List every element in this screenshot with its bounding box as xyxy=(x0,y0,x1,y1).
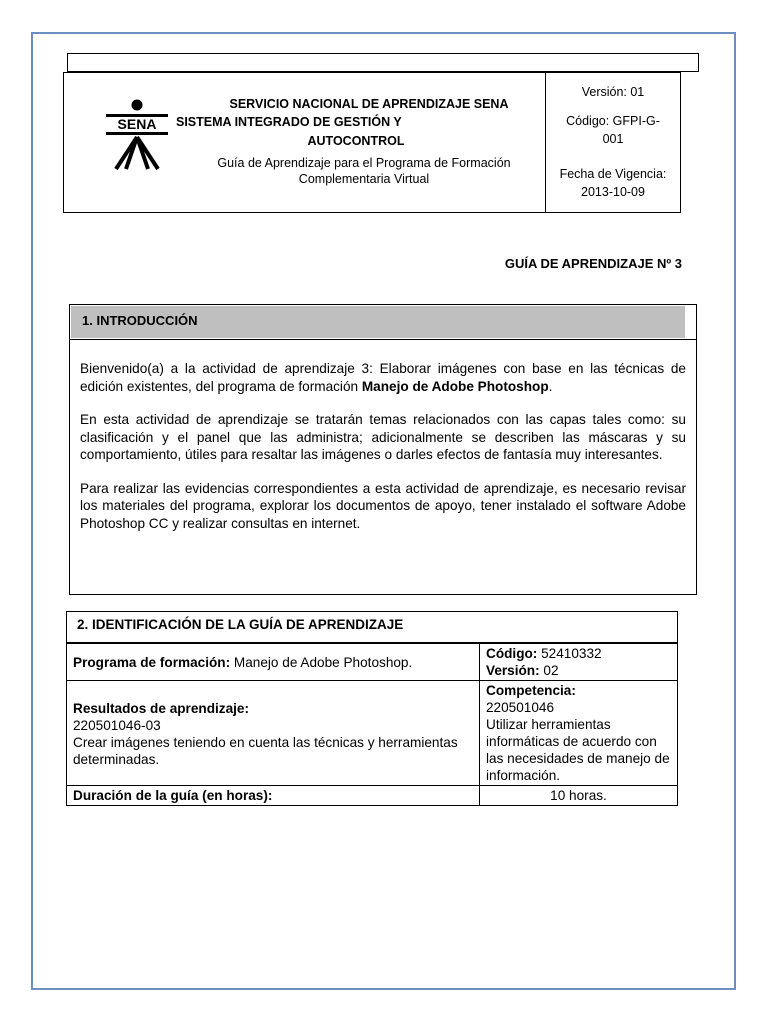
results-code: 220501046-03 xyxy=(73,718,161,733)
program-cell xyxy=(67,644,480,681)
doc-code xyxy=(546,112,680,148)
org-name: SERVICIO NACIONAL DE APRENDIZAJE SENA xyxy=(229,97,509,111)
intro-p1-text: Bienvenido(a) a la actividad de aprendizaje 3: Elaborar imágenes con base en las técnicas de edición existentes, del programa de formación xyxy=(80,361,686,394)
table-row xyxy=(67,786,678,806)
identification-table xyxy=(66,643,678,806)
doc-code-line2: 001 xyxy=(602,132,624,146)
doc-date-line1: Fecha de Vigencia: xyxy=(559,167,667,181)
sena-logo xyxy=(102,95,172,175)
competence-label: Competencia: xyxy=(486,683,576,698)
doc-date-line2: 2013-10-09 xyxy=(581,185,645,199)
results-text: Crear imágenes teniendo en cuenta las técnicas y herramientas determinadas. xyxy=(73,735,458,767)
intro-paragraph-3: Para realizar las evidencias correspondientes a esta actividad de aprendizaje, es necesario revisar los materiales del programa, explorar los documentos de apoyo, tener instalado el software Adobe Photoshop CC y realizar consultas en internet. xyxy=(80,480,686,531)
table-row xyxy=(67,644,678,681)
intro-heading: 1. INTRODUCCIÓN xyxy=(82,313,198,328)
results-label: Resultados de aprendizaje: xyxy=(73,701,250,716)
version-value: 02 xyxy=(539,663,559,678)
code-label: Código: xyxy=(486,646,538,661)
code-line xyxy=(486,645,671,662)
intro-heading-box xyxy=(69,304,697,340)
version-label: Versión: xyxy=(486,663,540,678)
duration-label: Duración de la guía (en horas): xyxy=(67,786,480,806)
doc-date xyxy=(546,165,680,201)
results-cell xyxy=(67,681,480,786)
intro-paragraph-2: En esta actividad de aprendizaje se tratarán temas relacionados con las capas tales como: su clasificación y el panel que las administra; adicionalmente se describen las máscaras y su comportamiento, útiles para resaltar las imágenes o darles efectos de fantasía muy interesantes. xyxy=(80,412,686,462)
intro-body xyxy=(69,339,697,595)
duration-value: 10 horas. xyxy=(480,786,678,806)
identification-heading-box xyxy=(66,611,678,643)
guide-title: GUÍA DE APRENDIZAJE Nº 3 xyxy=(504,256,682,271)
code-version-cell xyxy=(480,644,678,681)
intro-p1-end: . xyxy=(548,378,553,394)
header-subtitle-line2: Complementaria Virtual xyxy=(298,172,430,186)
org-system: SISTEMA INTEGRADO DE GESTIÓN Y xyxy=(176,115,402,129)
intro-paragraph-1 xyxy=(80,360,686,395)
code-value: 52410332 xyxy=(537,646,602,661)
doc-version: Versión: 01 xyxy=(581,85,645,99)
header-subtitle-line1: Guía de Aprendizaje para el Programa de Formación xyxy=(217,156,511,170)
doc-code-line1: Código: GFPI-G- xyxy=(566,114,660,128)
competence-text: Utilizar herramientas informáticas de acuerdo con las necesidades de manejo de información. xyxy=(486,717,670,783)
header-top-strip xyxy=(67,53,699,72)
program-label: Programa de formación: xyxy=(73,654,231,670)
logo-text: SENA xyxy=(117,116,157,132)
document-header xyxy=(63,72,681,213)
table-row xyxy=(67,681,678,786)
competence-code: 220501046 xyxy=(486,700,555,715)
program-value: Manejo de Adobe Photoshop. xyxy=(230,654,413,670)
competence-cell xyxy=(480,681,678,786)
identification-heading: 2. IDENTIFICACIÓN DE LA GUÍA DE APRENDIZAJE xyxy=(77,617,404,632)
intro-p1-program: Manejo de Adobe Photoshop xyxy=(361,378,549,394)
org-system-cont: AUTOCONTROL xyxy=(307,134,405,148)
version-line xyxy=(486,662,671,679)
header-subtitle xyxy=(194,155,534,187)
